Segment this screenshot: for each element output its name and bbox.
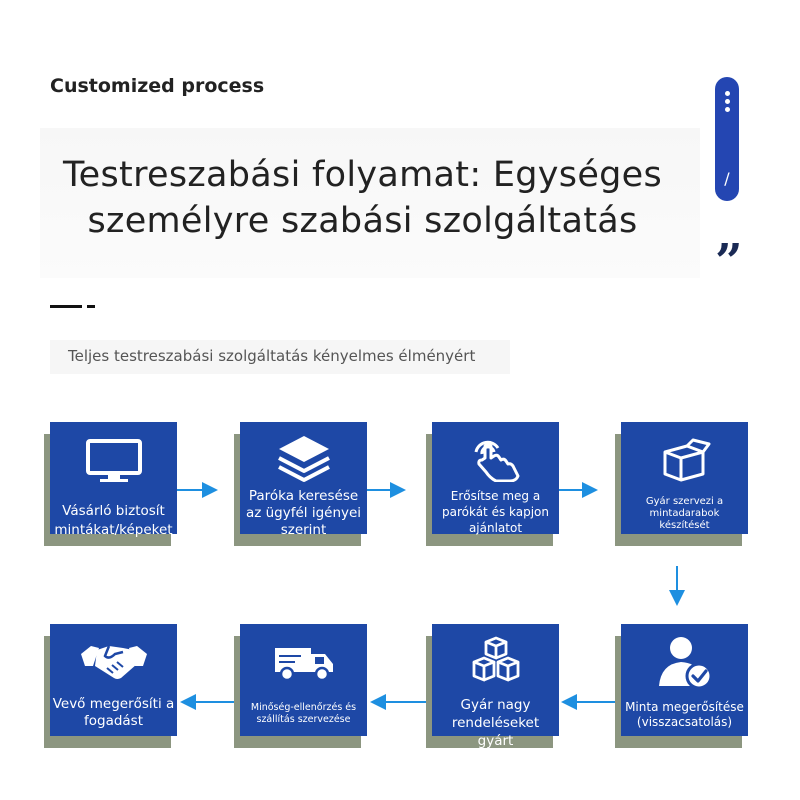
step-label: Minőség-ellenőrzés és szállítás szervezése — [250, 702, 357, 725]
step-label: Vásárló biztosít mintákat/képeket — [54, 503, 173, 538]
quote-mark-icon: ” — [715, 234, 743, 290]
step-label: Gyár nagy rendeléseket gyárt — [451, 697, 540, 749]
step-label: Vevő megerősíti a fogadást — [52, 696, 175, 729]
step-label: Paróka keresése az ügyfél igényei szerint — [245, 488, 362, 538]
step-label: Minta megerősítése (visszacsatolás) — [625, 700, 744, 729]
title-line-2: személyre szabási szolgáltatás — [87, 201, 638, 241]
step-label: Gyár szervezi a mintadarabok készítését — [645, 496, 724, 531]
step-label: Erősítse meg a parókát és kapjon ajánlatot — [441, 489, 550, 535]
title-line-1: Testreszabási folyamat: Egységes — [62, 155, 663, 195]
section-eyebrow: Customized process — [50, 75, 265, 97]
subtitle: Teljes testreszabási szolgáltatás kényelmes élményért — [68, 347, 476, 365]
pill-slash: / — [724, 169, 730, 188]
